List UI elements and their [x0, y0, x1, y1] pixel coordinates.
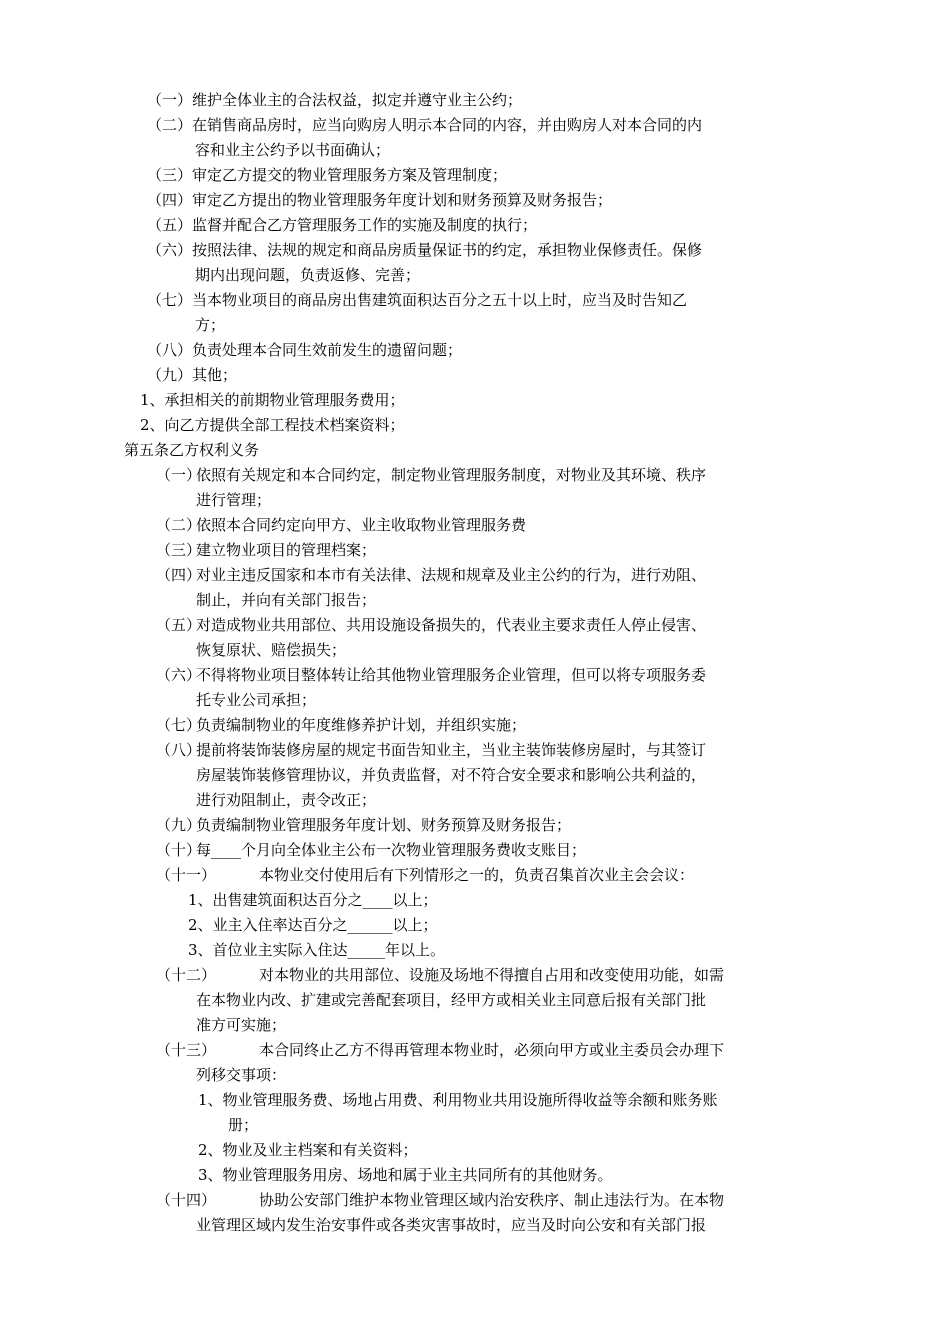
sub-item: 1、出售建筑面积达百分之____以上； [188, 891, 438, 909]
sub-item: 3、首位业主实际入住达_____年以上。 [188, 941, 446, 959]
item-marker: （一） [147, 91, 193, 109]
item-text: 提前将装饰装修房屋的规定书面告知业主，当业主装饰装修房屋时，与其签订 [196, 741, 707, 759]
party-a-other-2: 2、向乙方提供全部工程技术档案资料； [140, 416, 405, 434]
item-text: 协助公安部门维护本物业管理区域内治安秩序、制止违法行为。在本物 [259, 1191, 725, 1209]
item-marker: （四） [156, 566, 202, 584]
party-b-item-14 [156, 1188, 724, 1212]
item-continuation: 进行管理； [196, 491, 272, 509]
item-marker: （三） [147, 166, 193, 184]
item-marker: （二） [147, 116, 193, 134]
party-a-item-3 [147, 163, 507, 187]
item-marker: （五） [147, 216, 193, 234]
party-a-item-9 [147, 363, 237, 387]
party-b-item-9 [156, 813, 571, 837]
item-text: 依照有关规定和本合同约定，制定物业管理服务制度，对物业及其环境、秩序 [196, 466, 707, 484]
party-a-item-6 [147, 238, 702, 262]
sub-item: 1、物业管理服务费、场地占用费、利用物业共用设施所得收益等余额和账务账 [198, 1091, 718, 1109]
item-text: 每____个月向全体业主公布一次物业管理服务费收支账目； [196, 841, 587, 859]
item-marker: （六） [156, 666, 202, 684]
item-marker: （十一） [156, 866, 217, 884]
party-a-item-5 [147, 213, 537, 237]
sub-item: 2、业主入住率达百分之______以上； [188, 916, 438, 934]
party-a-item-1 [147, 88, 522, 112]
item-text: 审定乙方提出的物业管理服务年度计划和财务预算及财务报告； [192, 191, 613, 209]
item-continuation: 方； [195, 316, 226, 334]
party-b-item-5 [156, 613, 706, 637]
party-a-item-2 [147, 113, 702, 137]
party-b-item-13 [156, 1038, 724, 1062]
item-text: 对业主违反国家和本市有关法律、法规和规章及业主公约的行为，进行劝阻、 [196, 566, 707, 584]
item-continuation: 恢复原状、赔偿损失； [196, 641, 347, 659]
item-marker: （六） [147, 241, 193, 259]
item-continuation: 列移交事项： [196, 1066, 287, 1084]
item-text: 维护全体业主的合法权益，拟定并遵守业主公约； [192, 91, 523, 109]
sub-item-continuation: 册； [228, 1116, 259, 1134]
item-continuation: 进行劝阻制止，责令改正； [196, 791, 377, 809]
item-text: 按照法律、法规的规定和商品房质量保证书的约定，承担物业保修责任。保修 [192, 241, 703, 259]
item-text: 本合同终止乙方不得再管理本物业时，必须向甲方或业主委员会办理下 [259, 1041, 725, 1059]
item-text: 审定乙方提交的物业管理服务方案及管理制度； [192, 166, 508, 184]
party-b-item-11 [156, 863, 694, 887]
item-continuation: 托专业公司承担； [196, 691, 317, 709]
item-continuation: 容和业主公约予以书面确认； [195, 141, 391, 159]
item-text: 当本物业项目的商品房出售建筑面积达百分之五十以上时，应当及时告知乙 [192, 291, 688, 309]
party-a-item-7 [147, 288, 687, 312]
item-marker: （十三） [156, 1041, 217, 1059]
item-continuation: 期内出现问题，负责返修、完善； [195, 266, 421, 284]
item-marker: （九） [156, 816, 202, 834]
item-continuation: 准方可实施； [196, 1016, 287, 1034]
item-continuation: 制止，并向有关部门报告； [196, 591, 377, 609]
party-a-other-1: 1、承担相关的前期物业管理服务费用； [140, 391, 405, 409]
item-marker: （一） [156, 466, 202, 484]
item-text: 依照本合同约定向甲方、业主收取物业管理服务费 [196, 516, 527, 534]
item-text: 不得将物业项目整体转让给其他物业管理服务企业管理，但可以将专项服务委 [196, 666, 707, 684]
item-marker: （十四） [156, 1191, 217, 1209]
item-text: 本物业交付使用后有下列情形之一的，负责召集首次业主会会议： [259, 866, 695, 884]
party-b-item-2 [156, 513, 526, 537]
party-b-item-1 [156, 463, 706, 487]
party-b-item-7 [156, 713, 526, 737]
party-b-item-4 [156, 563, 706, 587]
item-marker: （四） [147, 191, 193, 209]
item-text: 其他； [192, 366, 238, 384]
item-marker: （十二） [156, 966, 217, 984]
item-marker: （三） [156, 541, 202, 559]
party-b-item-8 [156, 738, 706, 762]
item-text: 对造成物业共用部位、共用设施设备损失的，代表业主要求责任人停止侵害、 [196, 616, 707, 634]
item-continuation: 房屋装饰装修管理协议，并负责监督，对不符合安全要求和影响公共利益的， [196, 766, 707, 784]
party-b-item-12 [156, 963, 724, 987]
item-text: 在销售商品房时，应当向购房人明示本合同的内容，并由购房人对本合同的内 [192, 116, 703, 134]
party-a-item-4 [147, 188, 612, 212]
item-marker: （九） [147, 366, 193, 384]
item-text: 负责处理本合同生效前发生的遗留问题； [192, 341, 463, 359]
item-text: 对本物业的共用部位、设施及场地不得擅自占用和改变使用功能，如需 [259, 966, 725, 984]
item-marker: （七） [147, 291, 193, 309]
item-text: 建立物业项目的管理档案； [196, 541, 377, 559]
item-marker: （十） [156, 841, 202, 859]
item-marker: （七） [156, 716, 202, 734]
item-continuation: 在本物业内改、扩建或完善配套项目，经甲方或相关业主同意后报有关部门批 [196, 991, 707, 1009]
article-heading: 第五条乙方权利义务 [124, 441, 260, 459]
party-b-item-6 [156, 663, 706, 687]
party-a-item-8 [147, 338, 462, 362]
item-marker: （二） [156, 516, 202, 534]
item-marker: （八） [147, 341, 193, 359]
item-text: 监督并配合乙方管理服务工作的实施及制度的执行； [192, 216, 538, 234]
party-b-item-3 [156, 538, 376, 562]
party-b-item-10 [156, 838, 586, 862]
item-marker: （八） [156, 741, 202, 759]
item-text: 负责编制物业管理服务年度计划、财务预算及财务报告； [196, 816, 572, 834]
sub-item: 3、物业管理服务用房、场地和属于业主共同所有的其他财务。 [198, 1166, 613, 1184]
sub-item: 2、物业及业主档案和有关资料； [198, 1141, 418, 1159]
item-text: 负责编制物业的年度维修养护计划，并组织实施； [196, 716, 527, 734]
item-continuation: 业管理区域内发生治安事件或各类灾害事故时，应当及时向公安和有关部门报 [196, 1216, 707, 1234]
item-marker: （五） [156, 616, 202, 634]
